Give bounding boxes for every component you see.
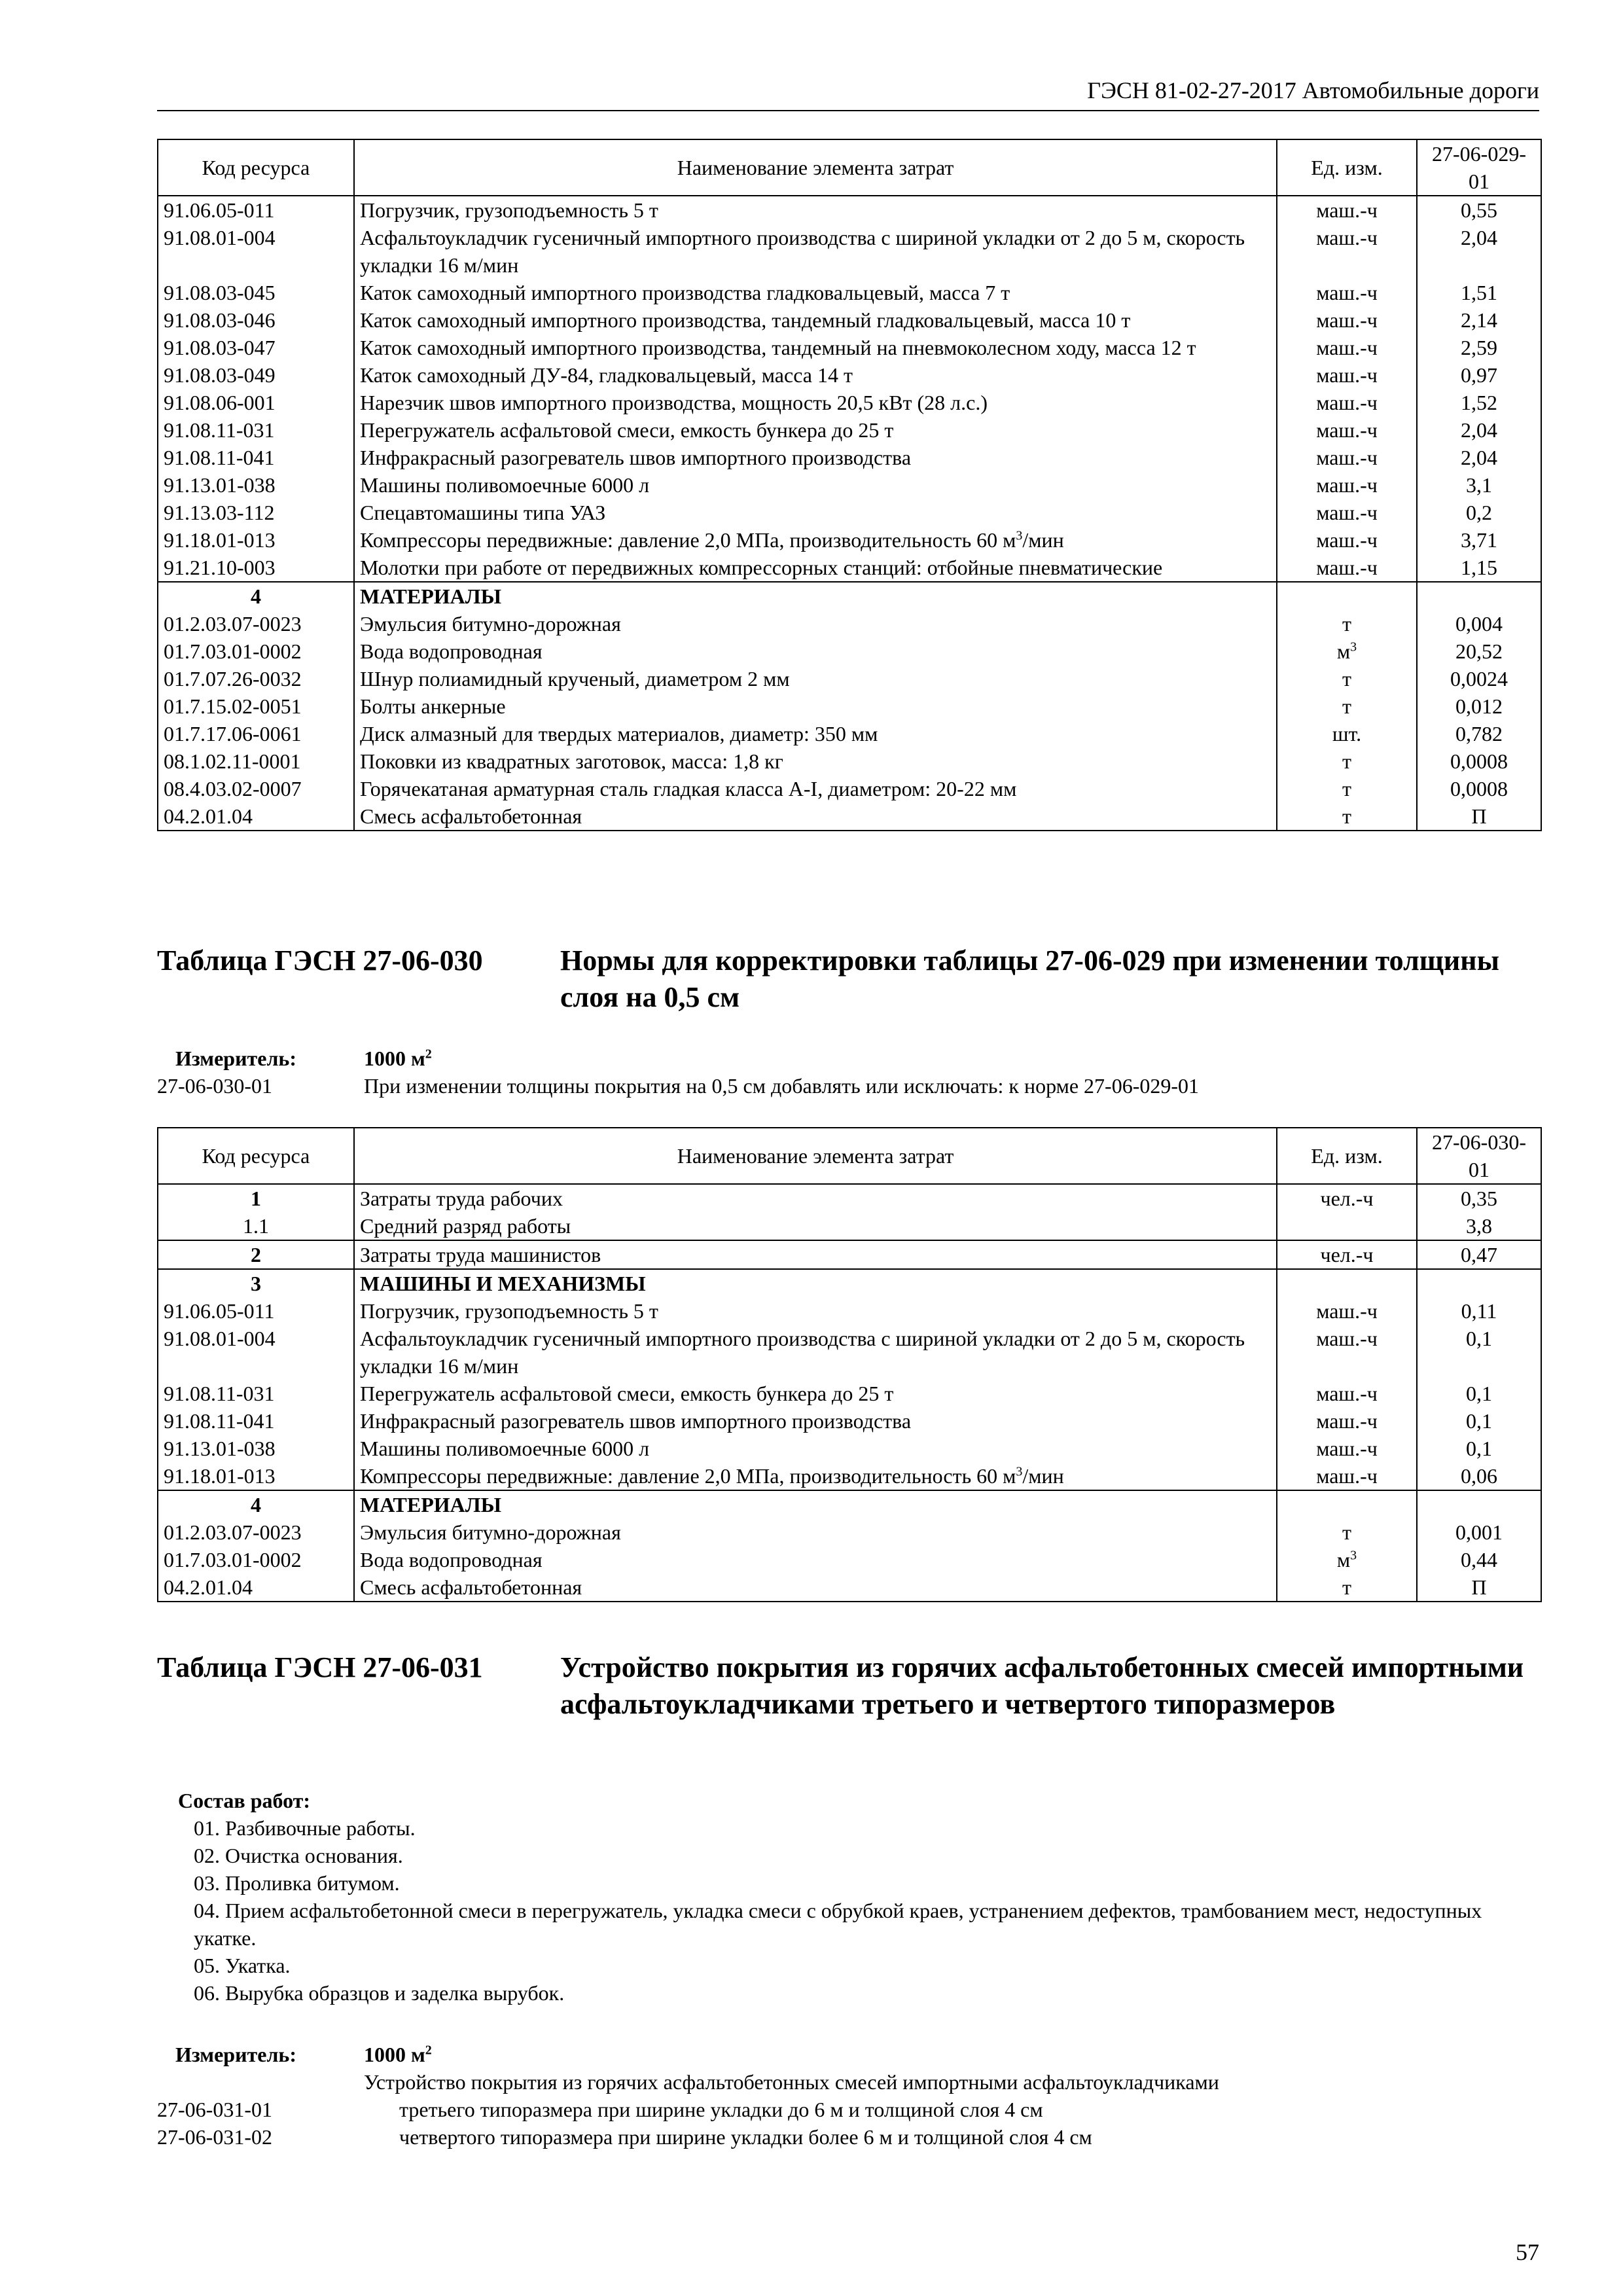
table-row bbox=[158, 499, 1541, 526]
resource-unit: $м^3$ bbox=[1277, 637, 1417, 665]
resource-unit: маш.-ч bbox=[1277, 1462, 1417, 1490]
resource-unit: т bbox=[1277, 802, 1417, 831]
resource-name: Компрессоры передвижные: давление 2,0 МПа, производительность 60 $м^3$/мин bbox=[354, 526, 1277, 554]
resource-value: 0,0008 bbox=[1417, 775, 1541, 802]
resource-unit: маш.-ч bbox=[1277, 1325, 1417, 1380]
work-item: 05. Укатка. bbox=[194, 1954, 291, 1977]
resource-code: 91.08.11-041 bbox=[158, 444, 354, 471]
resource-code: 91.21.10-003 bbox=[158, 554, 354, 582]
resource-name: Каток самоходный импортного производства, тандемный на пневмоколесном ходу, масса 12 т bbox=[354, 334, 1277, 361]
resource-unit: т bbox=[1277, 1518, 1417, 1546]
table-row bbox=[158, 747, 1541, 775]
resource-name: МАШИНЫ И МЕХАНИЗМЫ bbox=[354, 1269, 1277, 1297]
table-row bbox=[158, 1297, 1541, 1325]
resource-name: Каток самоходный ДУ-84, гладковальцевый, масса 14 т bbox=[354, 361, 1277, 389]
resource-value: 0,0024 bbox=[1417, 665, 1541, 692]
table-row bbox=[158, 637, 1541, 665]
table-row bbox=[158, 279, 1541, 306]
resource-code: 01.7.17.06-0061 bbox=[158, 720, 354, 747]
section-row bbox=[158, 582, 1541, 610]
resource-value: 0,1 bbox=[1417, 1435, 1541, 1462]
resource-unit: маш.-ч bbox=[1277, 526, 1417, 554]
table-body bbox=[158, 1184, 1541, 1602]
resource-code: 3 bbox=[158, 1269, 354, 1297]
resource-name: Инфракрасный разогреватель швов импортного производства bbox=[354, 444, 1277, 471]
resource-value bbox=[1417, 1490, 1541, 1518]
table-row bbox=[158, 361, 1541, 389]
resource-table-030 bbox=[157, 1127, 1542, 1602]
meter-value: 1000 $м^2$ bbox=[364, 1047, 432, 1070]
resource-code: 01.7.03.01-0002 bbox=[158, 637, 354, 665]
col-header-norm: 27-06-030-01 bbox=[1417, 1128, 1541, 1184]
resource-code: 91.08.11-031 bbox=[158, 416, 354, 444]
table-row bbox=[158, 1462, 1541, 1490]
norm-intro: Устройство покрытия из горячих асфальтобетонных смесей импортными асфальтоукладчиками bbox=[364, 2070, 1219, 2094]
section-row bbox=[158, 1490, 1541, 1518]
work-item: 03. Проливка битумом. bbox=[194, 1871, 400, 1895]
table-row bbox=[158, 224, 1541, 279]
resource-name: Спецавтомашины типа УАЗ bbox=[354, 499, 1277, 526]
resource-code: 01.7.07.26-0032 bbox=[158, 665, 354, 692]
resource-code: 01.7.03.01-0002 bbox=[158, 1546, 354, 1573]
resource-value: П bbox=[1417, 1573, 1541, 1602]
table-030-title: Нормы для корректировки таблицы 27-06-029 при изменении толщины слоя на 0,5 см bbox=[560, 944, 1499, 1013]
resource-name: Молотки при работе от передвижных компрессорных станций: отбойные пневматические bbox=[354, 554, 1277, 582]
resource-value: 3,8 bbox=[1417, 1212, 1541, 1240]
resource-value: 0,55 bbox=[1417, 196, 1541, 224]
resource-name: МАТЕРИАЛЫ bbox=[354, 1490, 1277, 1518]
table-row bbox=[158, 1212, 1541, 1240]
resource-name: Шнур полиамидный крученый, диаметром 2 мм bbox=[354, 665, 1277, 692]
resource-value: 0,2 bbox=[1417, 499, 1541, 526]
table-row bbox=[158, 1407, 1541, 1435]
resource-name: Асфальтоукладчик гусеничный импортного производства с шириной укладки от 2 до 5 м, скорость укладки 16 м/мин bbox=[354, 1325, 1277, 1380]
table-031-meter bbox=[157, 2041, 1541, 2151]
resource-value: 2,59 bbox=[1417, 334, 1541, 361]
table-row bbox=[158, 692, 1541, 720]
resource-name: Погрузчик, грузоподъемность 5 т bbox=[354, 1297, 1277, 1325]
resource-code: 91.13.01-038 bbox=[158, 1435, 354, 1462]
resource-name: Вода водопроводная bbox=[354, 1546, 1277, 1573]
resource-value: 2,04 bbox=[1417, 416, 1541, 444]
resource-unit: шт. bbox=[1277, 720, 1417, 747]
table-row bbox=[158, 1380, 1541, 1407]
table-row bbox=[158, 610, 1541, 637]
meter-label: Измеритель: bbox=[175, 1047, 296, 1070]
resource-value: 1,51 bbox=[1417, 279, 1541, 306]
resource-unit: маш.-ч bbox=[1277, 361, 1417, 389]
resource-value bbox=[1417, 582, 1541, 610]
resource-unit: маш.-ч bbox=[1277, 554, 1417, 582]
section-row bbox=[158, 1240, 1541, 1269]
table-row bbox=[158, 389, 1541, 416]
resource-value bbox=[1417, 1269, 1541, 1297]
resource-table-029 bbox=[157, 139, 1542, 831]
table-body bbox=[158, 196, 1541, 831]
section-row bbox=[158, 1184, 1541, 1212]
resource-unit: $м^3$ bbox=[1277, 1546, 1417, 1573]
resource-code: 08.4.03.02-0007 bbox=[158, 775, 354, 802]
resource-code: 91.08.11-031 bbox=[158, 1380, 354, 1407]
resource-code: 91.08.01-004 bbox=[158, 224, 354, 279]
table-row bbox=[158, 665, 1541, 692]
resource-unit: маш.-ч bbox=[1277, 196, 1417, 224]
resource-unit: чел.-ч bbox=[1277, 1240, 1417, 1269]
resource-name: Эмульсия битумно-дорожная bbox=[354, 1518, 1277, 1546]
works-composition bbox=[157, 1787, 1541, 2007]
resource-name: Погрузчик, грузоподъемность 5 т bbox=[354, 196, 1277, 224]
table-row bbox=[158, 526, 1541, 554]
resource-unit: т bbox=[1277, 1573, 1417, 1602]
resource-code: 91.18.01-013 bbox=[158, 1462, 354, 1490]
resource-code: 1 bbox=[158, 1184, 354, 1212]
norm-code: 27-06-031-01 bbox=[157, 2098, 272, 2121]
resource-unit: маш.-ч bbox=[1277, 416, 1417, 444]
work-item: 02. Очистка основания. bbox=[194, 1844, 403, 1867]
norm-text: четвертого типоразмера при ширине укладки более 6 м и толщиной слоя 4 см bbox=[399, 2125, 1092, 2149]
work-item: 01. Разбивочные работы. bbox=[194, 1816, 416, 1840]
table-row bbox=[158, 444, 1541, 471]
table-row bbox=[158, 1573, 1541, 1602]
resource-unit: т bbox=[1277, 610, 1417, 637]
table-031-title: Устройство покрытия из горячих асфальтобетонных смесей импортными асфальтоукладчиками третьего и четвертого типоразмеров bbox=[560, 1651, 1524, 1720]
resource-code: 91.08.01-004 bbox=[158, 1325, 354, 1380]
resource-name: Болты анкерные bbox=[354, 692, 1277, 720]
resource-unit: маш.-ч bbox=[1277, 334, 1417, 361]
resource-unit bbox=[1277, 1212, 1417, 1240]
resource-value: 0,001 bbox=[1417, 1518, 1541, 1546]
resource-unit bbox=[1277, 582, 1417, 610]
norm-text: третьего типоразмера при ширине укладки до 6 м и толщиной слоя 4 см bbox=[399, 2098, 1043, 2121]
resource-name: Инфракрасный разогреватель швов импортного производства bbox=[354, 1407, 1277, 1435]
resource-code: 4 bbox=[158, 582, 354, 610]
resource-code: 4 bbox=[158, 1490, 354, 1518]
resource-code: 91.08.03-046 bbox=[158, 306, 354, 334]
resource-name: Затраты труда машинистов bbox=[354, 1240, 1277, 1269]
resource-value: 3,1 bbox=[1417, 471, 1541, 499]
resource-name: Асфальтоукладчик гусеничный импортного производства с шириной укладки от 2 до 5 м, скорость укладки 16 м/мин bbox=[354, 224, 1277, 279]
resource-code: 91.06.05-011 bbox=[158, 196, 354, 224]
table-row bbox=[158, 802, 1541, 831]
resource-unit: маш.-ч bbox=[1277, 1297, 1417, 1325]
works-list bbox=[157, 1814, 1541, 2007]
resource-value: 1,52 bbox=[1417, 389, 1541, 416]
table-row bbox=[158, 1546, 1541, 1573]
table-row bbox=[158, 720, 1541, 747]
resource-value: 0,782 bbox=[1417, 720, 1541, 747]
resource-name: Машины поливомоечные 6000 л bbox=[354, 471, 1277, 499]
resource-unit: чел.-ч bbox=[1277, 1184, 1417, 1212]
work-item: 04. Прием асфальтобетонной смеси в перегружатель, укладка смеси с обрубкой краев, устранением дефектов, трамбованием мест, недоступных укатке. bbox=[194, 1899, 1482, 1950]
norm-code: 27-06-030-01 bbox=[157, 1074, 272, 1098]
table-row bbox=[158, 334, 1541, 361]
meter-value: 1000 $м^2$ bbox=[364, 2043, 432, 2066]
resource-value: 0,0008 bbox=[1417, 747, 1541, 775]
resource-code: 04.2.01.04 bbox=[158, 1573, 354, 1602]
table-row bbox=[158, 1325, 1541, 1380]
resource-unit bbox=[1277, 1490, 1417, 1518]
table-row bbox=[158, 554, 1541, 582]
resource-unit: маш.-ч bbox=[1277, 1407, 1417, 1435]
resource-unit: т bbox=[1277, 665, 1417, 692]
table-row bbox=[158, 1435, 1541, 1462]
resource-code: 01.7.15.02-0051 bbox=[158, 692, 354, 720]
resource-code: 91.13.01-038 bbox=[158, 471, 354, 499]
resource-unit: т bbox=[1277, 775, 1417, 802]
table-030-heading bbox=[157, 942, 1541, 1021]
resource-name: Каток самоходный импортного производства, тандемный гладковальцевый, масса 10 т bbox=[354, 306, 1277, 334]
resource-value: 2,04 bbox=[1417, 224, 1541, 279]
resource-value: 2,04 bbox=[1417, 444, 1541, 471]
resource-name: Средний разряд работы bbox=[354, 1212, 1277, 1240]
works-title: Состав работ: bbox=[178, 1789, 311, 1812]
resource-code: 91.08.03-047 bbox=[158, 334, 354, 361]
resource-value: 0,004 bbox=[1417, 610, 1541, 637]
resource-value: 0,44 bbox=[1417, 1546, 1541, 1573]
resource-value: 0,35 bbox=[1417, 1184, 1541, 1212]
table-031-heading bbox=[157, 1649, 1541, 1767]
norm-code: 27-06-031-02 bbox=[157, 2125, 272, 2149]
resource-value: 1,15 bbox=[1417, 554, 1541, 582]
resource-name: МАТЕРИАЛЫ bbox=[354, 582, 1277, 610]
section-row bbox=[158, 1269, 1541, 1297]
resource-code: 2 bbox=[158, 1240, 354, 1269]
resource-value: 0,1 bbox=[1417, 1325, 1541, 1380]
table-row bbox=[158, 196, 1541, 224]
col-header-name: Наименование элемента затрат bbox=[354, 1128, 1277, 1184]
resource-unit: маш.-ч bbox=[1277, 279, 1417, 306]
resource-value: 20,52 bbox=[1417, 637, 1541, 665]
resource-unit: маш.-ч bbox=[1277, 389, 1417, 416]
page-number: 57 bbox=[1516, 2239, 1539, 2265]
resource-value: 0,1 bbox=[1417, 1380, 1541, 1407]
resource-name: Каток самоходный импортного производства гладковальцевый, масса 7 т bbox=[354, 279, 1277, 306]
resource-unit: маш.-ч bbox=[1277, 224, 1417, 279]
resource-name: Эмульсия битумно-дорожная bbox=[354, 610, 1277, 637]
resource-value: 0,47 bbox=[1417, 1240, 1541, 1269]
resource-name: Перегружатель асфальтовой смеси, емкость бункера до 25 т bbox=[354, 1380, 1277, 1407]
resource-value: 0,11 bbox=[1417, 1297, 1541, 1325]
resource-value: 0,06 bbox=[1417, 1462, 1541, 1490]
resource-unit: маш.-ч bbox=[1277, 471, 1417, 499]
col-header-norm: 27-06-029-01 bbox=[1417, 139, 1541, 196]
work-item: 06. Вырубка образцов и заделка вырубок. bbox=[194, 1981, 565, 2005]
resource-name: Диск алмазный для твердых материалов, диаметр: 350 мм bbox=[354, 720, 1277, 747]
resource-code: 91.06.05-011 bbox=[158, 1297, 354, 1325]
resource-value: 0,1 bbox=[1417, 1407, 1541, 1435]
resource-code: 91.08.03-045 bbox=[158, 279, 354, 306]
table-030-meter bbox=[157, 1045, 1541, 1100]
resource-unit: т bbox=[1277, 747, 1417, 775]
resource-unit: т bbox=[1277, 692, 1417, 720]
col-header-unit: Ед. изм. bbox=[1277, 1128, 1417, 1184]
resource-code: 04.2.01.04 bbox=[158, 802, 354, 831]
table-row bbox=[158, 471, 1541, 499]
resource-code: 91.18.01-013 bbox=[158, 526, 354, 554]
running-header: ГЭСН 81-02-27-2017 Автомобильные дороги bbox=[157, 73, 1539, 111]
resource-unit: маш.-ч bbox=[1277, 1380, 1417, 1407]
resource-unit bbox=[1277, 1269, 1417, 1297]
resource-value: П bbox=[1417, 802, 1541, 831]
resource-code: 08.1.02.11-0001 bbox=[158, 747, 354, 775]
col-header-code: Код ресурса bbox=[158, 139, 354, 196]
resource-value: 3,71 bbox=[1417, 526, 1541, 554]
resource-value: 0,97 bbox=[1417, 361, 1541, 389]
resource-code: 91.08.11-041 bbox=[158, 1407, 354, 1435]
resource-name: Нарезчик швов импортного производства, мощность 20,5 кВт (28 л.с.) bbox=[354, 389, 1277, 416]
resource-name: Перегружатель асфальтовой смеси, емкость бункера до 25 т bbox=[354, 416, 1277, 444]
resource-code: 01.2.03.07-0023 bbox=[158, 1518, 354, 1546]
meter-label: Измеритель: bbox=[175, 2043, 296, 2066]
resource-unit: маш.-ч bbox=[1277, 444, 1417, 471]
col-header-unit: Ед. изм. bbox=[1277, 139, 1417, 196]
resource-name: Вода водопроводная bbox=[354, 637, 1277, 665]
col-header-name: Наименование элемента затрат bbox=[354, 139, 1277, 196]
resource-code: 1.1 bbox=[158, 1212, 354, 1240]
col-header-code: Код ресурса bbox=[158, 1128, 354, 1184]
resource-name: Горячекатаная арматурная сталь гладкая класса А-I, диаметром: 20-22 мм bbox=[354, 775, 1277, 802]
norm-text: При изменении толщины покрытия на 0,5 см добавлять или исключать: к норме 27-06-029-01 bbox=[364, 1074, 1199, 1098]
resource-name: Затраты труда рабочих bbox=[354, 1184, 1277, 1212]
table-030-number: Таблица ГЭСН 27-06-030 bbox=[157, 944, 483, 977]
resource-value: 0,012 bbox=[1417, 692, 1541, 720]
resource-unit: маш.-ч bbox=[1277, 306, 1417, 334]
resource-name: Смесь асфальтобетонная bbox=[354, 1573, 1277, 1602]
resource-unit: маш.-ч bbox=[1277, 499, 1417, 526]
table-row bbox=[158, 1518, 1541, 1546]
resource-value: 2,14 bbox=[1417, 306, 1541, 334]
resource-code: 91.08.03-049 bbox=[158, 361, 354, 389]
resource-name: Машины поливомоечные 6000 л bbox=[354, 1435, 1277, 1462]
resource-name: Компрессоры передвижные: давление 2,0 МПа, производительность 60 $м^3$/мин bbox=[354, 1462, 1277, 1490]
resource-name: Поковки из квадратных заготовок, масса: 1,8 кг bbox=[354, 747, 1277, 775]
table-row bbox=[158, 306, 1541, 334]
table-row bbox=[158, 416, 1541, 444]
resource-code: 91.13.03-112 bbox=[158, 499, 354, 526]
table-031-number: Таблица ГЭСН 27-06-031 bbox=[157, 1651, 483, 1683]
table-row bbox=[158, 775, 1541, 802]
resource-code: 01.2.03.07-0023 bbox=[158, 610, 354, 637]
resource-unit: маш.-ч bbox=[1277, 1435, 1417, 1462]
resource-name: Смесь асфальтобетонная bbox=[354, 802, 1277, 831]
resource-code: 91.08.06-001 bbox=[158, 389, 354, 416]
